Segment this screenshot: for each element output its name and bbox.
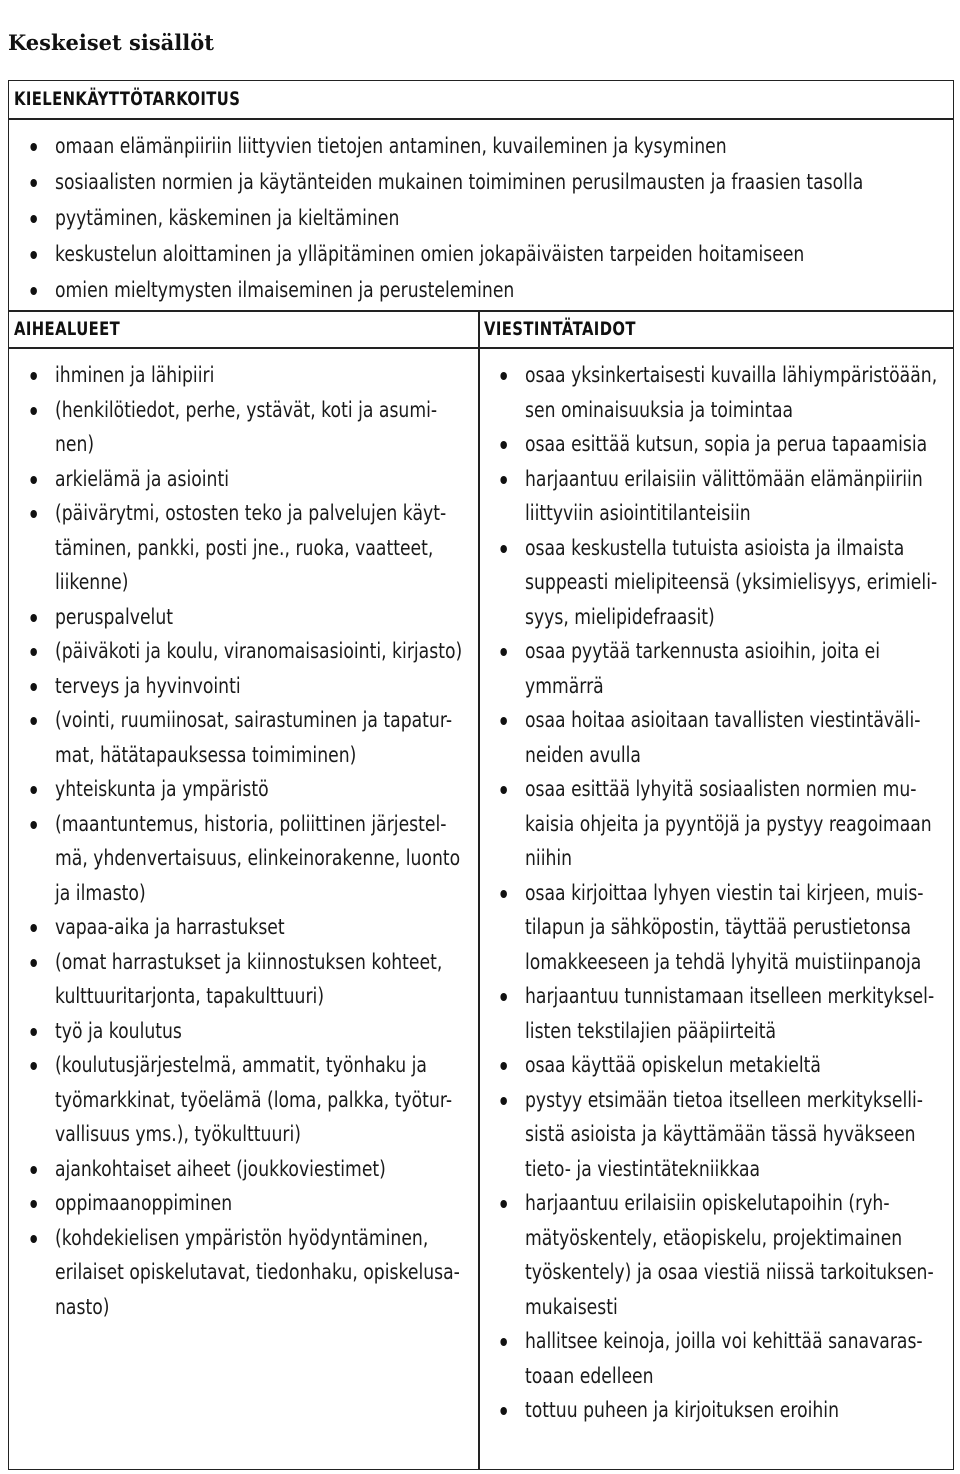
list-item-line: kaisia ohjeita ja pyyntöjä ja pystyy reagoimaan (525, 811, 932, 836)
list-item (525, 1048, 937, 1083)
list-item-line: lomakkeeseen ja tehdä lyhyitä muistiinpanoja (525, 949, 922, 974)
list-item (55, 945, 462, 1014)
list-item-line: listen tekstilajien pääpiirteitä (525, 1018, 777, 1043)
bullet-icon (30, 510, 37, 518)
list-item-line: sistä asioista ja käyttämään tässä hyväkseen (525, 1122, 916, 1146)
list-item-line: osaa keskustella tutuista asioista ja ilmaista (525, 535, 905, 560)
list-item-line: kulttuuritarjonta, tapakulttuuri) (55, 984, 325, 1008)
list-item-line: mukaisesti (525, 1294, 618, 1319)
list-item (55, 1186, 462, 1221)
list-item (55, 910, 462, 945)
list-item-line: peruspalvelut (55, 604, 174, 629)
list-item (525, 1083, 937, 1187)
list-item (525, 1393, 937, 1428)
bullet-icon (500, 648, 507, 656)
bullet-icon (500, 1338, 507, 1346)
bullet-icon (500, 545, 507, 553)
list-item (55, 1048, 462, 1152)
bullet-icon (500, 441, 507, 449)
list-item-line: hallitsee keinoja, joilla voi kehittää sanavaras- (525, 1329, 923, 1353)
list-item (55, 772, 462, 807)
list-item: omaan elämänpiiriin liittyvien tietojen antaminen, kuvaileminen ja kysyminen (55, 128, 863, 164)
bullet-icon (30, 476, 37, 484)
list-item-line: harjaantuu erilaisiin välittömään elämänpiiriin (525, 466, 923, 491)
bullet-icon (500, 372, 507, 380)
section-heading-topics: AIHEALUEET (14, 318, 121, 340)
divider (8, 347, 954, 349)
list-item-line: (vointi, ruumiinosat, sairastuminen ja tapatur- (55, 708, 453, 732)
list-item: omien mieltymysten ilmaiseminen ja perusteleminen (55, 272, 863, 308)
list-item (525, 772, 937, 876)
list-item-line: työmarkkinat, työelämä (loma, palkka, työtur- (55, 1087, 453, 1112)
bullet-icon (30, 251, 37, 259)
list-item-line: (kohdekielisen ympäristön hyödyntäminen, (55, 1225, 429, 1250)
bullet-icon (30, 287, 37, 295)
list-item-line: (maantuntemus, historia, poliittinen järjestel- (55, 811, 447, 836)
list-item-line: työ ja koulutus (55, 1018, 182, 1043)
bullet-icon (500, 1097, 507, 1105)
bullet-icon (30, 959, 37, 967)
list-item-line: sen ominaisuuksia ja toimintaa (525, 397, 794, 422)
list-item-line: (henkilötiedot, perhe, ystävät, koti ja asumi- (55, 397, 438, 422)
list-item-line: (päivärytmi, ostosten teko ja palvelujen käyt- (55, 501, 447, 525)
list-item (55, 1014, 462, 1049)
list-item-line: terveys ja hyvinvointi (55, 673, 241, 698)
bullet-icon (500, 1200, 507, 1208)
list-item-line: täminen, pankki, posti jne., ruoka, vaatteet, (55, 535, 434, 560)
list-item (525, 1324, 937, 1393)
list-item-line: ymmärrä (525, 673, 604, 698)
list-item-line: suppeasti mielipiteensä (yksimielisyys, erimieli- (525, 570, 938, 594)
list-item: keskustelun aloittaminen ja ylläpitäminen omien jokapäiväisten tarpeiden hoitamiseen (55, 236, 863, 272)
list-item-line: pystyy etsimään tietoa itselleen merkitykselli- (525, 1087, 924, 1112)
bullet-icon (500, 786, 507, 794)
bullet-icon (30, 717, 37, 725)
section-heading-purposes: KIELENKÄYTTÖTARKOITUS (14, 88, 241, 110)
list-item (55, 703, 462, 772)
bullet-icon (30, 179, 37, 187)
list-item-line: osaa yksinkertaisesti kuvailla lähiympäristöään, (525, 363, 938, 387)
list-item-line: erilaiset opiskelutavat, tiedonhaku, opiskelusa- (55, 1260, 460, 1284)
list-item-line: arkielämä ja asiointi (55, 466, 230, 491)
list-item (55, 600, 462, 635)
bullet-icon (30, 786, 37, 794)
list-item-line: osaa kirjoittaa lyhyen viestin tai kirjeen, muis- (525, 880, 924, 905)
list-item-line: vallisuus yms.), työkulttuuri) (55, 1122, 301, 1146)
skills-list (525, 358, 960, 1428)
purposes-list (55, 128, 960, 308)
bullet-icon (500, 717, 507, 725)
bullet-icon (30, 648, 37, 656)
bullet-icon (30, 1200, 37, 1208)
list-item-line: tottuu puheen ja kirjoituksen eroihin (525, 1398, 839, 1422)
list-item (55, 358, 462, 393)
list-item (525, 979, 937, 1048)
divider (8, 310, 954, 312)
list-item-line: syys, mielipidefraasit) (525, 604, 715, 629)
list-item-line: nen) (55, 432, 95, 456)
list-item (55, 496, 462, 600)
topics-list (55, 358, 552, 1324)
list-item-line: osaa esittää lyhyitä sosiaalisten normien mu- (525, 777, 917, 801)
bullet-icon (30, 215, 37, 223)
list-item-line: osaa hoitaa asioitaan tavallisten viestintäväli- (525, 708, 921, 732)
bullet-icon (500, 476, 507, 484)
bullet-icon (30, 1166, 37, 1174)
bullet-icon (30, 614, 37, 622)
page-title: Keskeiset sisällöt (8, 30, 214, 55)
list-item (55, 1152, 462, 1187)
list-item-line: yhteiskunta ja ympäristö (55, 777, 269, 801)
list-item (55, 669, 462, 704)
list-item-line: liikenne) (55, 570, 129, 594)
list-item (55, 1221, 462, 1325)
list-item (525, 358, 937, 427)
list-item-line: ihminen ja lähipiiri (55, 363, 215, 387)
list-item-line: (päiväkoti ja koulu, viranomaisasiointi, kirjasto) (55, 639, 463, 663)
list-item-line: (koulutusjärjestelmä, ammatit, työnhaku ja (55, 1053, 427, 1077)
list-item (525, 703, 937, 772)
bullet-icon (30, 1235, 37, 1243)
section-heading-skills: VIESTINTÄTAIDOT (484, 318, 636, 340)
bullet-icon (500, 1407, 507, 1415)
list-item-line: nasto) (55, 1294, 110, 1319)
bullet-icon (30, 924, 37, 932)
list-item-line: tieto- ja viestintätekniikkaa (525, 1156, 761, 1181)
list-item (55, 393, 462, 462)
list-item-line: osaa esittää kutsun, sopia ja perua tapaamisia (525, 432, 928, 456)
list-item: sosiaalisten normien ja käytänteiden mukainen toimiminen perusilmausten ja fraasien tasolla (55, 164, 863, 200)
list-item: pyytäminen, käskeminen ja kieltäminen (55, 200, 863, 236)
divider (8, 118, 954, 120)
list-item-line: oppimaanoppiminen (55, 1191, 233, 1215)
list-item-line: ajankohtaiset aiheet (joukkoviestimet) (55, 1156, 386, 1181)
list-item-line: vapaa-aika ja harrastukset (55, 915, 285, 939)
list-item-line: tilapun ja sähköpostin, täyttää perustietonsa (525, 915, 912, 939)
list-item-line: niihin (525, 846, 573, 870)
list-item-line: mätyöskentely, etäopiskelu, projektimainen (525, 1225, 903, 1250)
list-item (525, 462, 937, 531)
bullet-icon (30, 407, 37, 415)
list-item (525, 531, 937, 635)
bullet-icon (30, 1062, 37, 1070)
list-item-line: (omat harrastukset ja kiinnostuksen kohteet, (55, 949, 443, 974)
bullet-icon (500, 993, 507, 1001)
list-item-line: mä, yhdenvertaisuus, elinkeinorakenne, luonto (55, 846, 461, 870)
list-item (525, 876, 937, 980)
list-item (525, 1186, 937, 1324)
list-item (55, 462, 462, 497)
list-item (55, 807, 462, 911)
bullet-icon (500, 1062, 507, 1070)
list-item-line: osaa käyttää opiskelun metakieltä (525, 1053, 821, 1077)
bullet-icon (30, 1028, 37, 1036)
list-item-line: työskentely) ja osaa viestiä niissä tarkoituksen- (525, 1260, 934, 1284)
bullet-icon (30, 821, 37, 829)
bullet-icon (30, 143, 37, 151)
list-item (55, 634, 462, 669)
bullet-icon (30, 683, 37, 691)
list-item (525, 427, 937, 462)
list-item-line: toaan edelleen (525, 1363, 654, 1388)
list-item-line: ja ilmasto) (55, 880, 146, 905)
list-item (525, 634, 937, 703)
list-item-line: mat, hätätapauksessa toimiminen) (55, 742, 357, 767)
bullet-icon (30, 372, 37, 380)
list-item-line: liittyviin asiointitilanteisiin (525, 501, 751, 525)
list-item-line: osaa pyytää tarkennusta asioihin, joita ei (525, 639, 881, 663)
bullet-icon (500, 890, 507, 898)
list-item-line: harjaantuu tunnistamaan itselleen merkityksel- (525, 984, 935, 1008)
list-item-line: neiden avulla (525, 742, 641, 767)
list-item-line: harjaantuu erilaisiin opiskelutapoihin (ryh- (525, 1191, 890, 1215)
